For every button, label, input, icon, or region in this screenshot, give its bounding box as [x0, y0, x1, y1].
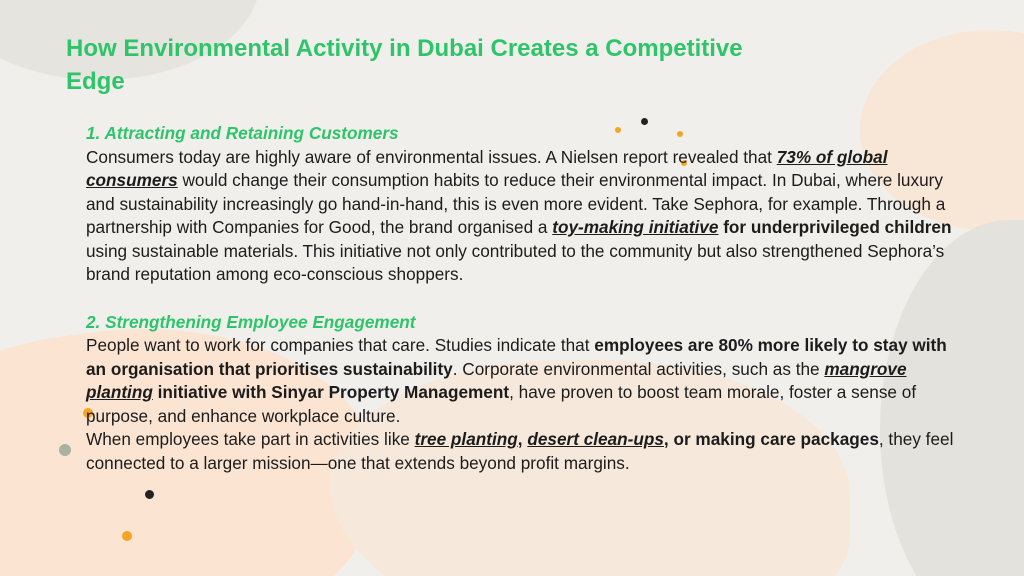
link-global-consumers[interactable]: 73% of global consumers: [86, 146, 888, 190]
link-mangrove-planting[interactable]: mangrove planting: [86, 358, 907, 402]
text-run: , they feel connected to a larger mission—one that extends beyond profit margins.: [86, 429, 954, 473]
section-paragraph-activities: [86, 428, 966, 475]
section-paragraph-employees: [86, 334, 966, 428]
text-run: . Corporate environmental activities, such as the: [452, 358, 825, 379]
text-run: would change their consumption habits to reduce their environmental impact. In Dubai, where luxury and sustainability increasingly go hand-in-hand, this is even more evident. Take Sephora, for example. Through a partnership with Companies for Good, the brand organised a: [86, 170, 946, 237]
section-heading-customers: 1. Attracting and Retaining Customers: [86, 123, 399, 143]
link-tree-planting[interactable]: tree planting: [414, 429, 518, 449]
link-desert-clean-ups[interactable]: desert clean-ups: [527, 429, 664, 449]
text-run: People want to work for companies that care. Studies indicate that: [86, 335, 595, 355]
article-body: [86, 122, 966, 475]
text-run: Consumers today are highly aware of environmental issues. A Nielsen report revealed that: [86, 146, 777, 167]
decorative-dot: [122, 531, 132, 541]
text-run: using sustainable materials. This initiative not only contributed to the community but also strengthened Sephora’s brand reputation among eco-conscious shoppers.: [86, 240, 945, 284]
bold-text: , or making care packages: [663, 429, 879, 449]
text-run: When employees take part in activities like: [86, 429, 415, 449]
section-paragraph-customers: [86, 146, 966, 287]
bold-text: employees are 80% more likely to stay with an organisation that prioritises sustainability: [86, 335, 947, 379]
decorative-dot: [59, 444, 71, 456]
bold-text: initiative with Sinyar Property Management: [152, 382, 510, 402]
decorative-dot: [145, 490, 154, 499]
link-toy-making-initiative[interactable]: toy-making initiative: [552, 217, 719, 237]
section-heading-employees: 2. Strengthening Employee Engagement: [86, 311, 416, 332]
bold-text: ,: [517, 429, 528, 449]
bold-text: for underprivileged children: [718, 217, 952, 237]
page-title: How Environmental Activity in Dubai Creates a Competitive Edge: [66, 35, 743, 95]
text-run: , have proven to boost team morale, foster a sense of purpose, and enhance workplace culture.: [86, 382, 917, 426]
